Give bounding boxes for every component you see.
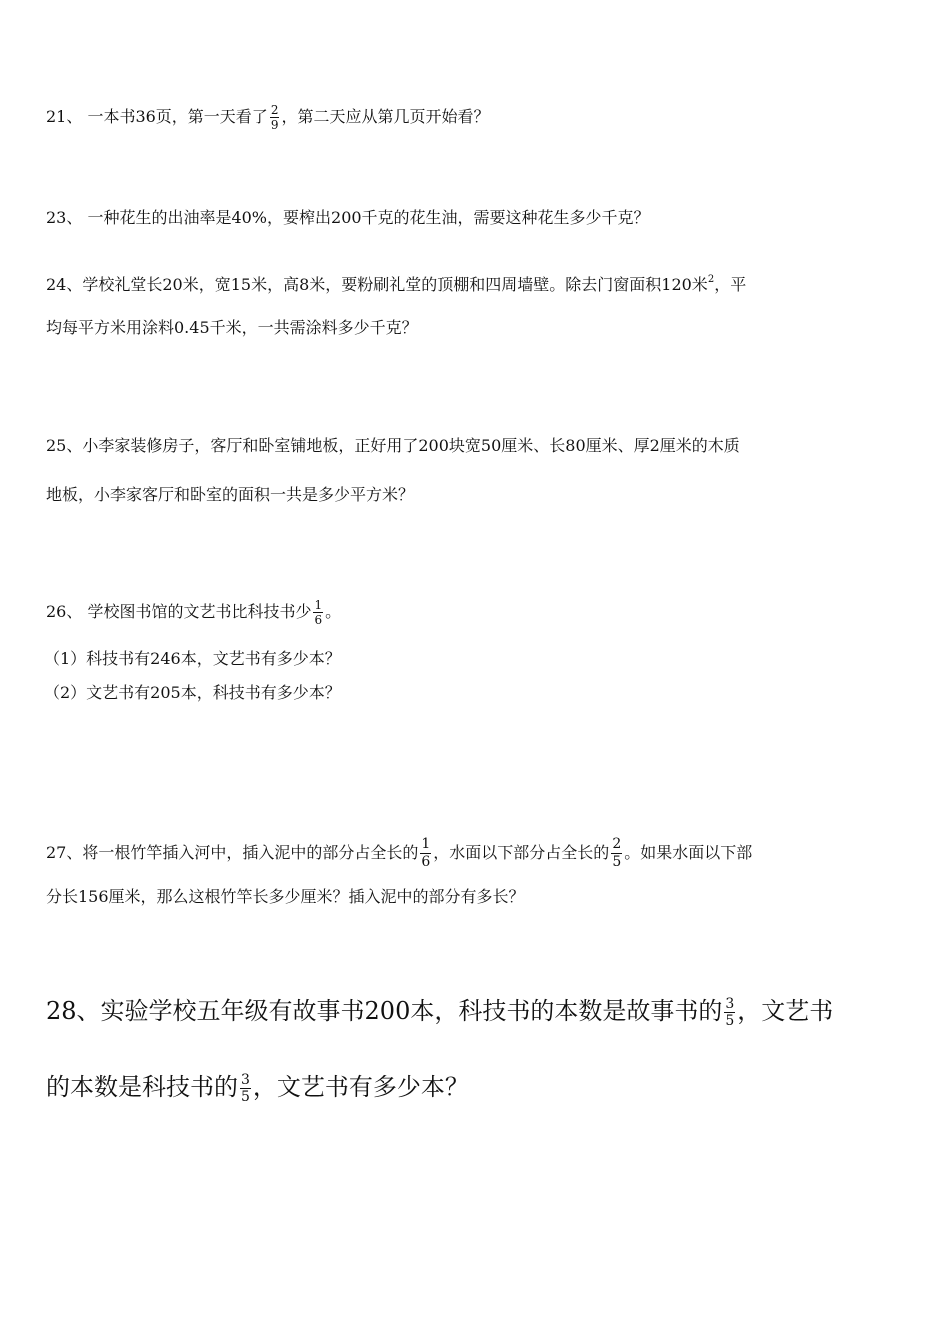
question-26-sub-2	[44, 683, 341, 703]
q26-sub2: （2）文艺书有205本，科技书有多少本？	[44, 683, 341, 702]
q26-text-prefix: 26、 学校图书馆的文艺书比科技书少	[46, 602, 312, 621]
q26-sub1: （1）科技书有246本，文艺书有多少本？	[44, 649, 341, 668]
question-21	[46, 103, 489, 132]
q28-fraction-2	[240, 1072, 251, 1105]
q24-superscript: 2	[707, 274, 715, 285]
q26-text-suffix: 。	[325, 602, 342, 621]
q21-text-suffix: ，第二天应从第几页开始看？	[281, 107, 490, 126]
q26-fraction-numerator: 1	[314, 598, 323, 612]
q27-fraction-1	[420, 836, 431, 871]
q27-line1-c: 。如果水面以下部	[624, 843, 753, 862]
q27-line2: 分长156厘米，那么这根竹竿长多少厘米？插入泥中的部分有多长？	[46, 887, 525, 906]
question-24-line-1	[46, 270, 746, 295]
q24-line1-suffix: ，平	[714, 275, 747, 294]
q23-text: 23、 一种花生的出油率是40%，要榨出200千克的花生油，需要这种花生多少千克？	[46, 208, 650, 227]
q27-fraction-1-numerator: 1	[421, 836, 431, 852]
q24-line2: 均每平方米用涂料0.45千米，一共需涂料多少千克？	[46, 318, 418, 337]
q28-fraction-2-numerator: 3	[241, 1072, 250, 1088]
question-27-line-1	[46, 836, 752, 871]
q25-line2: 地板，小李家客厅和卧室的面积一共是多少平方米？	[46, 485, 415, 504]
q27-fraction-2	[611, 836, 622, 871]
question-23	[46, 208, 650, 228]
q27-fraction-2-numerator: 2	[612, 836, 622, 852]
q21-fraction-numerator: 2	[270, 103, 279, 117]
q21-fraction-denominator: 9	[270, 118, 279, 132]
q27-fraction-1-denominator: 6	[421, 854, 431, 870]
question-27-line-2	[46, 887, 525, 907]
q25-line1: 25、小李家装修房子，客厅和卧室铺地板，正好用了200块宽50厘米、长80厘米、厚2厘米的木质	[46, 436, 740, 455]
q28-fraction-1-denominator: 5	[725, 1013, 735, 1029]
question-25-line-1	[46, 436, 740, 456]
q27-line1-b: ，水面以下部分占全长的	[433, 843, 610, 862]
question-26-sub-1	[44, 649, 341, 669]
question-28-line-2	[46, 1072, 469, 1105]
q26-fraction	[313, 598, 323, 627]
q21-text-prefix: 21、 一本书36页，第一天看了	[46, 107, 268, 126]
q28-fraction-2-denominator: 5	[241, 1089, 250, 1105]
q27-line1-a: 27、将一根竹竿插入河中，插入泥中的部分占全长的	[46, 843, 419, 862]
q28-fraction-1	[724, 996, 735, 1029]
question-26	[46, 598, 341, 627]
q21-fraction	[270, 103, 280, 132]
q28-line1-a: 28、实验学校五年级有故事书200本，科技书的本数是故事书的	[46, 997, 723, 1025]
q28-line2-a: 的本数是科技书的	[46, 1073, 238, 1101]
q27-fraction-2-denominator: 5	[612, 854, 622, 870]
question-25-line-2	[46, 485, 414, 505]
question-24-line-2	[46, 318, 418, 338]
question-28-line-1	[46, 996, 833, 1029]
q24-line1-prefix: 24、学校礼堂长20米，宽15米，高8米，要粉刷礼堂的顶棚和四周墙壁。除去门窗面积120米	[46, 275, 708, 294]
q28-line1-b: ，文艺书	[737, 997, 834, 1025]
q28-line2-b: ，文艺书有多少本？	[252, 1073, 469, 1101]
q26-fraction-denominator: 6	[314, 613, 323, 627]
q28-fraction-1-numerator: 3	[725, 996, 735, 1012]
